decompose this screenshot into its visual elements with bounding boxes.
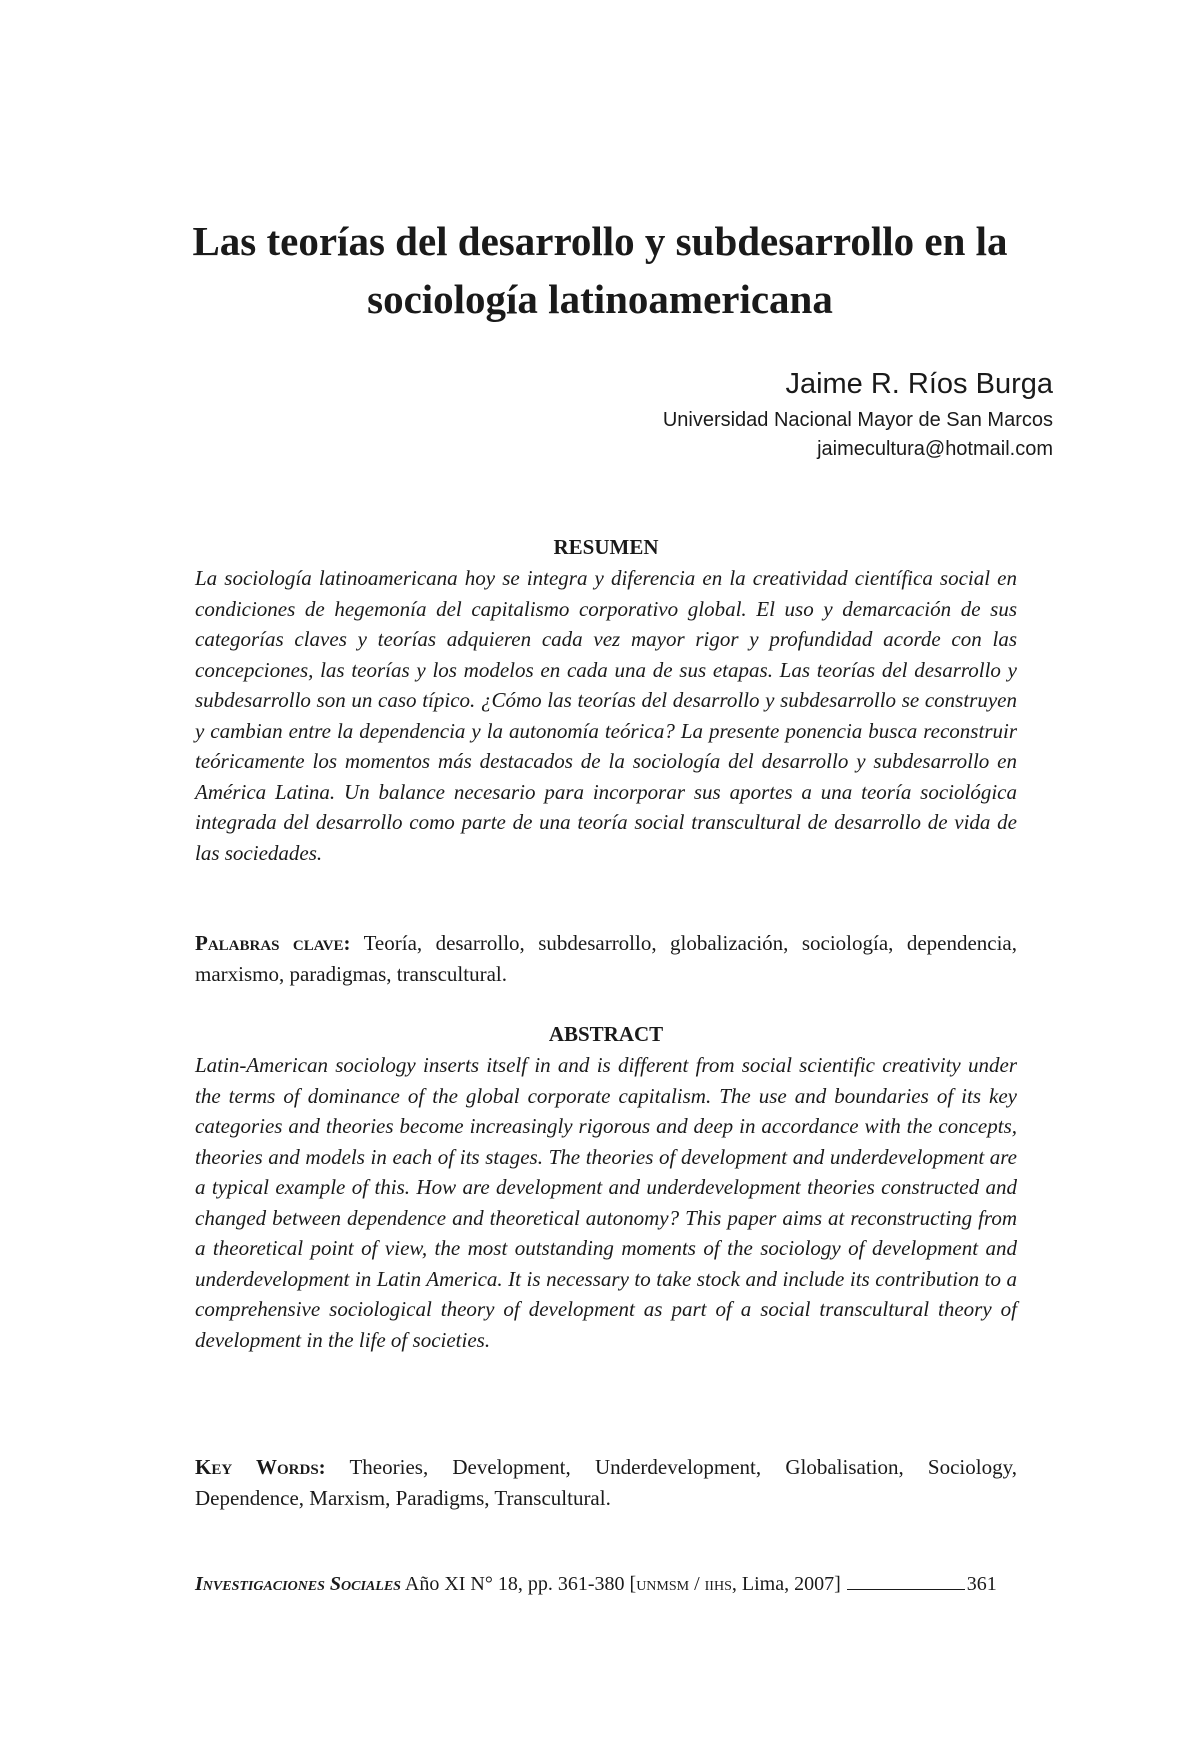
footer-rule bbox=[847, 1588, 965, 1590]
abstract-section bbox=[195, 1020, 1017, 1355]
key-words-label: Key Words: bbox=[195, 1455, 326, 1479]
resumen-section bbox=[195, 533, 1017, 868]
issue-info: Año XI N° 18, pp. 361-380 [ bbox=[404, 1573, 637, 1595]
place-year: , Lima, 2007] bbox=[731, 1573, 841, 1595]
key-words bbox=[195, 1452, 1017, 1513]
palabras-clave-label: Palabras clave: bbox=[195, 931, 351, 955]
palabras-clave bbox=[195, 928, 1017, 989]
abstract-heading: ABSTRACT bbox=[548, 1022, 664, 1046]
key-words-text: Theories, Development, Underdevelopment, Globalisation, Sociology, Dependence, Marxism, Paradigms, Transcultural. bbox=[195, 1455, 1017, 1510]
author-email: jaimecultura@hotmail.com bbox=[817, 438, 1053, 460]
resumen-heading: RESUMEN bbox=[553, 535, 659, 559]
author-block bbox=[663, 366, 1053, 464]
palabras-clave-text: Teoría, desarrollo, subdesarrollo, globalización, sociología, dependencia, marxismo, paradigmas, transcultural. bbox=[195, 931, 1018, 986]
author-name: Jaime R. Ríos Burga bbox=[785, 368, 1053, 400]
author-affiliation: Universidad Nacional Mayor de San Marcos bbox=[662, 409, 1053, 431]
abstract-body: Latin-American sociology inserts itself in and is different from social scientific creativity under the terms of dominance of the global corporate capitalism. The use and boundaries of its key categories and theories become increasingly rigorous and deep in accordance with the concepts, theories and models in each of its stages. The theories of development and underdevelopment are a typical example of this. How are development and underdevelopment theories constructed and changed between dependence and theoretical autonomy? This paper aims at reconstructing from a theoretical point of view, the most outstanding moments of the sociology of development and underdevelopment in Latin America. It is necessary to take stock and include its contribution to a comprehensive sociological theory of development as part of a social transcultural theory of development in the life of societies. bbox=[195, 1053, 1017, 1352]
journal-name: Investigaciones Sociales bbox=[195, 1573, 401, 1595]
institution: unmsm / iihs bbox=[636, 1573, 732, 1595]
paper-title: Las teorías del desarrollo y subdesarrollo en la sociología latinoamericana bbox=[192, 218, 1008, 322]
page-footer bbox=[195, 1570, 1052, 1598]
resumen-body: La sociología latinoamericana hoy se integra y diferencia en la creatividad científica social en condiciones de hegemonía del capitalismo corporativo global. El uso y demarcación de sus categorías claves y teorías adquieren cada vez mayor rigor y profundidad acorde con las concepciones, las teorías y los modelos en cada una de sus etapas. Las teorías del desarrollo y subdesarrollo son un caso típico. ¿Cómo las teorías del desarrollo y subdesarrollo se construyen y cambian entre la dependencia y la autonomía teórica? La presente ponencia busca reconstruir teóricamente los momentos más destacados de la sociología del desarrollo y subdesarrollo en América Latina. Un balance necesario para incorporar sus aportes a una teoría sociológica integrada del desarrollo como parte de una teoría social transcultural de desarrollo de vida de las sociedades. bbox=[195, 566, 1017, 865]
page-number: 361 bbox=[966, 1573, 997, 1595]
